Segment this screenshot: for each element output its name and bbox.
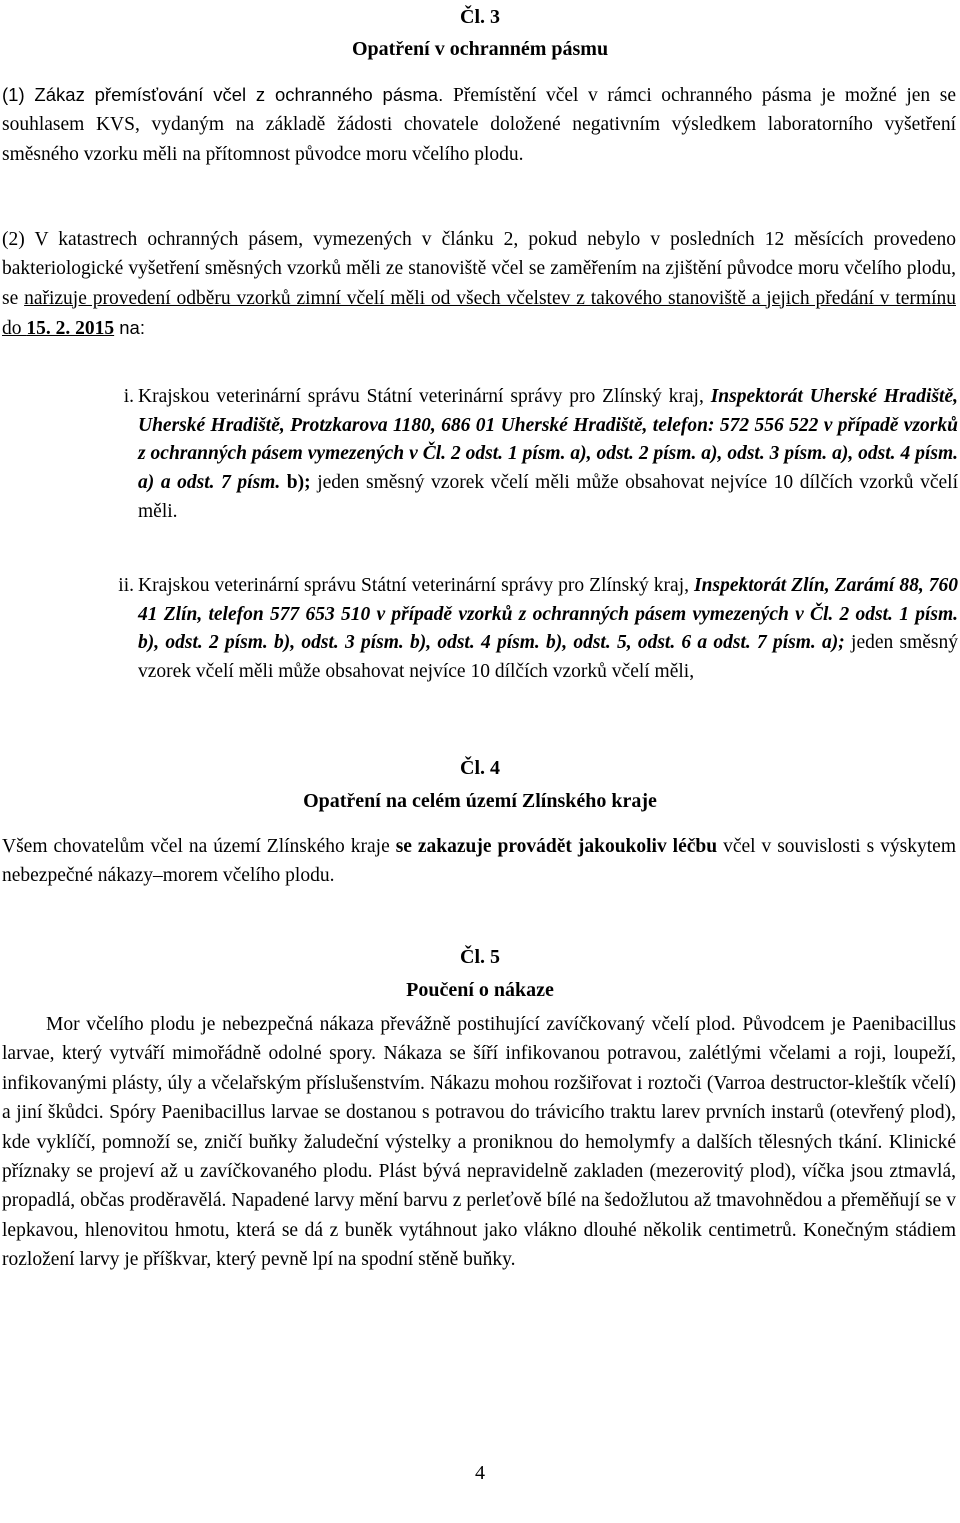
- article-4-paragraph: [2, 832, 956, 891]
- paragraph-2-body: (2) V katastrech ochranných pásem, vymezených v článku 2, pokud nebylo v posledních 12 měsících provedeno bakteriologické vyšetření směsných vzorků měli ze stanoviště včel se zaměřením na zjištění původce moru včelího plodu, se: [2, 229, 956, 309]
- article-3-title: Opatření v ochranném pásmu: [351, 38, 609, 60]
- paragraph-2-date: 15. 2. 2015: [26, 317, 115, 339]
- list-item-ii-number: ii.: [118, 575, 134, 596]
- article-4-number: Čl. 4: [460, 757, 500, 779]
- list-item-i-number: i.: [123, 386, 134, 407]
- list-item-ii-text: [138, 572, 958, 687]
- page-number: 4: [475, 1462, 485, 1484]
- article-3-paragraph-1: [2, 80, 956, 169]
- paragraph-2-end: na:: [114, 316, 145, 338]
- list-item-ii-address: Inspektorát Zlín, Zarámí 88, 760 41 Zlín, telefon 577 653 510 v případě vzorků z ochranných pásem vymezených v Čl. 2 odst. 1 písm. b), odst. 2 písm. b), odst. 3 písm. b), odst. 4 písm. b), odst. 5, odst. 6 a odst. 7 písm. a);: [138, 575, 958, 654]
- article-5-paragraph: Mor včelího plodu je nebezpečná nákaza převážně postihující zavíčkovaný včelí plod. Původcem je Paenibacillus larvae, který vytváří mimořádně odolné spory. Nákaza se šíří infikovanou potravou, zalétlými včelami a roji, loupeží, infikovanými plásty, úly a včelařským příslušenstvím. Nákazu mohou rozšiřovat i roztoči (Varroa destructor-kleštík včelí) a jiní škůdci. Spóry Paenibacillus larvae se dostanou s potravou do trávicího traktu larev prvních instarů (otevřený plod), kde vyklíčí, pomnoží se, zničí buňky žaludeční výstelky a proniknou do hemolymfy a dalších tělesných tkání. Klinické příznaky se projeví až u zavíčkovaného plodu. Plást bývá nepravidelně zakladen (mezerovitý plod), víčka jsou ztmavlá, propadlá, občas proděravělá. Napadené larvy mění barvu z perleťově bílé na šedožlutou až tmavohnědou a přeměňují se v lepkavou, hlenovitou hmotu, která se dá z buněk vytáhnout jako vlákno dlouhé několik centimetrů. Konečným stádiem rozložení larvy je příškvar, který pevně lpí na spodní stěně buňky.: [2, 1014, 956, 1271]
- article-4-end: včel v souvislosti s výskytem nebezpečné nákazy–morem včelího plodu.: [2, 836, 956, 887]
- article-5-title: Poučení o nákaze: [406, 979, 554, 1001]
- list-item-i-text: [138, 383, 958, 527]
- article-3-paragraph-2: [2, 225, 956, 343]
- paragraph-1-lead: (1) Zákaz přemísťování včel z ochranného pásma.: [2, 84, 454, 105]
- list-item-i-ref: b);: [286, 472, 311, 494]
- article-5-number: Čl. 5: [460, 946, 500, 968]
- paragraph-1-body: Přemístění včel v rámci ochranného pásma je možné jen se souhlasem KVS, vydaným na základě žádosti chovatele doložené negativním výsledkem laboratorního vyšetření směsného vzorku měli na přítomnost původce moru včelího plodu.: [2, 85, 956, 165]
- list-item-i-note: jeden směsný vzorek včelí měli může obsahovat nejvíce 10 dílčích vzorků včelí měli.: [138, 472, 958, 522]
- list-item-i-lead: Krajskou veterinární správu Státní veterinární správy pro Zlínský kraj,: [138, 386, 711, 407]
- article-4-title: Opatření na celém území Zlínského kraje: [303, 790, 657, 812]
- article-3-number: Čl. 3: [460, 6, 500, 28]
- paragraph-2-underlined: nařizuje provedení odběru vzorků zimní včelí měli od všech včelstev z takového stanoviště a jejich předání v termínu do: [2, 287, 956, 339]
- list-item-ii-lead: Krajskou veterinární správu Státní veterinární správy pro Zlínský kraj,: [138, 575, 695, 596]
- list-item-i-address: Inspektorát Uherské Hradiště, Uherské Hradiště, Protzkarova 1180, 686 01 Uherské Hradiště, telefon: 572 556 522 v případě vzorků z ochranných pásem vymezených v Čl. 2 odst. 1 písm. a), odst. 2 písm. a), odst. 3 písm. a), odst. 4 písm. a) a odst. 7 písm.: [138, 386, 958, 494]
- list-item-ii-note: jeden směsný vzorek včelí měli může obsahovat nejvíce 10 dílčích vzorků včelí měli,: [138, 632, 958, 683]
- article-4-prohibition: se zakazuje provádět jakoukoliv léčbu: [395, 836, 718, 857]
- article-4-lead: Všem chovatelům včel na území Zlínského kraje: [2, 836, 396, 857]
